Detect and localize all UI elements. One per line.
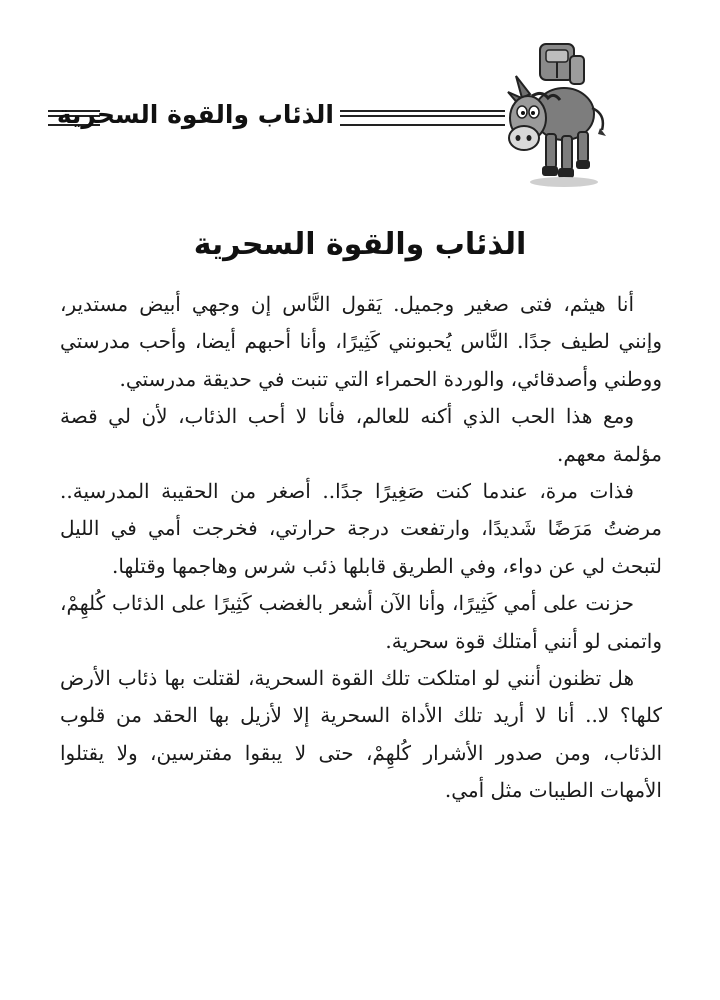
paragraph-3: فذات مرة، عندما كنت صَغِيرًا جدًا.. أصغر من الحقيبة المدرسية.. مرضتُ مَرَضًا شَديدًا، وارتفعت درجة حرارتي، فخرجت أمي في الليل لتبحث لي عن دواء، وفي الطريق قابلها ذئب شرس وهاجمها وقتلها. xyxy=(60,479,662,578)
running-header-title: الذئاب والقوة السحرية xyxy=(56,100,334,129)
story-body xyxy=(60,286,662,810)
paragraph-4: حزنت على أمي كَثِيرًا، وأنا الآن أشعر بالغضب كَثِيرًا على الذئاب كُلهِمْ، واتمنى لو أنني أمتلك قوة سحرية. xyxy=(60,591,662,653)
header-rule-right xyxy=(340,110,505,126)
donkey-mascot-icon xyxy=(502,42,612,190)
paragraph-5: هل تظنون أنني لو امتلكت تلك القوة السحرية، لقتلت بها ذئاب الأرض كلها؟ لا.. أنا لا أريد تلك الأداة السحرية إلا لأزيل بها الحقد من قلوب الذئاب، ومن صدور الأشرار كُلهِمْ، حتى لا يبقوا مفترسين، ولا يقتلوا الأمهات الطيبات مثل أمي. xyxy=(60,666,662,803)
chapter-title: الذئاب والقوة السحرية xyxy=(193,227,527,262)
paragraph-2: ومع هذا الحب الذي أكنه للعالم، فأنا لا أحب الذئاب، لأن لي قصة مؤلمة معهم. xyxy=(60,404,662,466)
paragraph-1: أنا هيثم، فتى صغير وجميل. يَقول النَّاس إن وجهي أبيض مستدير، وإنني لطيف جدًا. النَّاس يُحبونني كَثِيرًا، وأنا أحبهم أيضا، وأحب مدرستي ووطني وأصدقائي، والوردة الحمراء التي تنبت في حديقة مدرستي. xyxy=(60,292,662,391)
